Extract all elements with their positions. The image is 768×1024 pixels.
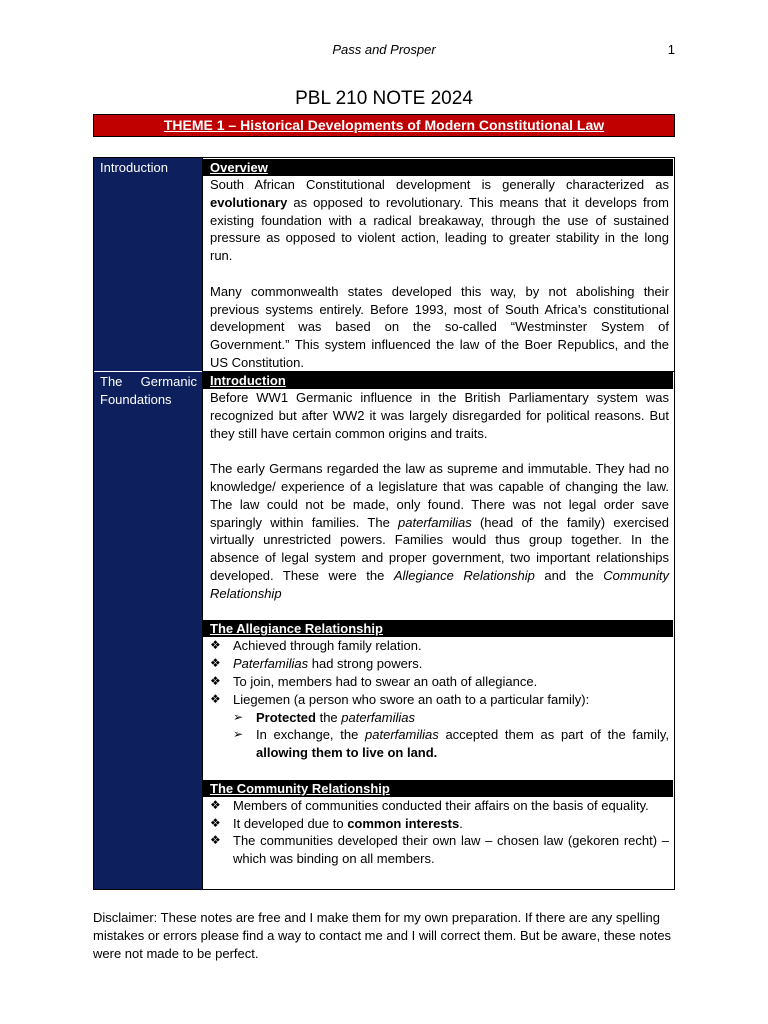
spacer [210,265,669,283]
text-bold: allowing them to live on land. [256,745,438,761]
page-number: 1 [667,42,675,57]
text-italic: paterfamilias [365,727,439,743]
bullet-diamond-icon: ❖ [210,656,221,671]
list-item [210,832,669,868]
intro-paragraph-2: Many commonwealth states developed this way, by not abolishing their previous systems entirely. Before 1993, most of South Africa’s constitutional development was based on the so-called “Westminster System of Government.” This system influenced the law of the Boer Republics, and the US Constitution. [210,283,669,370]
text-bold: common interests [347,815,460,831]
text-run: It developed due to [233,815,348,831]
bullet-diamond-icon: ❖ [210,815,221,830]
text-run: Liegemen (a person who swore an oath to a particular family): [233,691,590,707]
text-run: had strong powers. [308,656,423,672]
header-title: Pass and Prosper [332,42,436,57]
germanic-paragraph-2 [210,460,669,602]
theme-banner: THEME 1 – Historical Developments of Modern Constitutional Law [93,114,675,137]
text-italic: Community Relationship [210,567,669,601]
text-run: South African Constitutional development is generally characterized as [210,177,669,192]
heading-allegiance-relationship: The Allegiance Relationship [202,620,673,637]
germanic-section [210,372,669,868]
text-bold: evolutionary [210,194,288,210]
intro-section [210,159,669,372]
list-item [210,797,669,815]
sub-list-item [233,726,669,762]
liegemen-sublist [210,709,669,762]
side-divider [94,371,202,372]
text-italic: Paterfamilias [233,656,309,672]
spacer [210,603,669,621]
text-italic: paterfamilias [341,709,415,725]
spacer [210,762,669,780]
disclaimer-text: Disclaimer: These notes are free and I make them for my own preparation. If there are any spelling mistakes or errors please find a way to contact me and I will correct them. But be aware, these notes were not made to be perfect. [93,910,672,961]
spacer [210,442,669,460]
text-run: (head of the family) exercised virtually unrestricted powers. Families would thus group together. In the absence of legal system and proper government, two important relationships developed. These were the [210,514,669,583]
list-item [210,655,669,673]
list-item [210,637,669,655]
arrow-bullet-icon: ➢ [233,727,244,742]
arrow-bullet-icon: ➢ [233,709,244,724]
notes-table [93,157,675,890]
text-run: To join, members had to swear an oath of allegiance. [233,673,538,689]
text-run: . [459,815,463,831]
text-run: In exchange, the [256,727,366,743]
document-title: PBL 210 NOTE 2024 [295,88,473,109]
page-header [93,42,675,62]
community-list [210,797,669,868]
text-italic: Allegiance Relationship [393,567,535,583]
text-run: the [315,709,342,725]
text-run: Achieved through family relation. [233,638,422,654]
text-run: The early Germans regarded the law as supreme and immutable. They had no knowledge/ experience of a legislature that was capable of changing the law. The law could not be made, only found. There was not legal order save sparingly within families. The [210,461,669,530]
list-item [210,673,669,691]
text-run: as opposed to revolutionary. This means that it develops from existing foundation with a radical breakaway, through the use of sustained pressure as opposed to violent action, leading to greater stability in the long run. [210,194,669,264]
bullet-diamond-icon: ❖ [210,833,221,848]
text-run: and the [534,567,604,583]
list-item [210,691,669,762]
bullet-diamond-icon: ❖ [210,673,221,688]
side-label-germanic-foundations: The Germanic Foundations [100,374,197,407]
side-column [94,158,203,889]
heading-overview: Overview [202,159,673,176]
text-run: The communities developed their own law – chosen law (gekoren recht) – which was binding on all members. [233,833,669,867]
germanic-paragraph-1: Before WW1 Germanic influence in the British Parliamentary system was recognized but after WW2 it was largely disregarded for political reasons. But they still have certain common origins and traits. [210,390,669,441]
heading-introduction: Introduction [202,372,673,389]
heading-community-relationship: The Community Relationship [202,780,673,797]
side-label-introduction: Introduction [100,160,168,175]
bullet-diamond-icon: ❖ [210,638,221,653]
text-italic: paterfamilias [398,514,472,530]
bullet-diamond-icon: ❖ [210,691,221,706]
allegiance-list [210,637,669,762]
text-run: accepted them as part of the family, [438,727,669,743]
text-bold: Protected [256,709,316,725]
intro-paragraph-1 [210,176,669,265]
text-run: Members of communities conducted their affairs on the basis of equality. [233,797,649,813]
bullet-diamond-icon: ❖ [210,797,221,812]
sub-list-item [233,709,669,727]
list-item [210,815,669,833]
